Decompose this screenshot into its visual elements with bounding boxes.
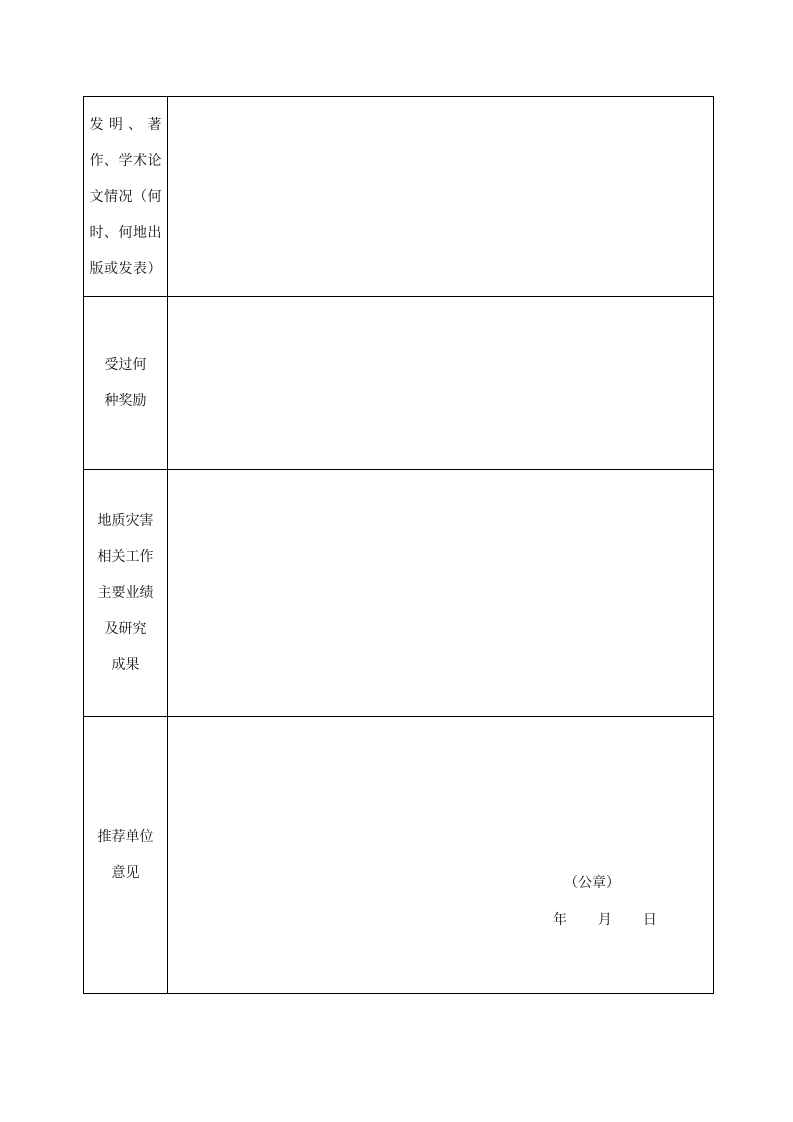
table-row	[84, 470, 714, 717]
year-label: 年	[553, 912, 567, 928]
date-line	[553, 909, 657, 929]
month-label: 月	[597, 912, 612, 928]
label-line: 作、学术论	[89, 152, 162, 169]
official-seal-label: （公章）	[564, 875, 620, 891]
label-line: 地质灾害	[97, 513, 154, 529]
row-label-recommendation	[84, 717, 168, 994]
awards-field[interactable]	[168, 297, 714, 470]
label-line: 主要业绩	[97, 585, 154, 601]
label-line: 及研究	[104, 621, 147, 637]
label-line: 版或发表）	[89, 260, 162, 277]
row-label-achievements	[84, 470, 168, 717]
label-line: 推荐单位	[97, 829, 154, 845]
label-line: 时、何地出	[89, 224, 162, 241]
table-row	[84, 97, 714, 297]
label-line: 成果	[111, 657, 140, 673]
publications-field[interactable]	[168, 97, 714, 297]
recommendation-field[interactable]	[168, 717, 714, 994]
application-form-table	[83, 96, 714, 994]
label-line: 意见	[111, 865, 140, 881]
row-label-publications	[84, 97, 168, 297]
label-line: 发 明 、 著	[89, 116, 162, 133]
label-line: 种奖励	[104, 393, 147, 409]
label-line: 文情况（何	[89, 188, 162, 205]
label-line: 相关工作	[97, 549, 154, 565]
day-label: 日	[642, 912, 657, 928]
achievements-field[interactable]	[168, 470, 714, 717]
row-label-awards	[84, 297, 168, 470]
table-row	[84, 717, 714, 994]
label-line: 受过何	[104, 357, 147, 373]
table-row	[84, 297, 714, 470]
